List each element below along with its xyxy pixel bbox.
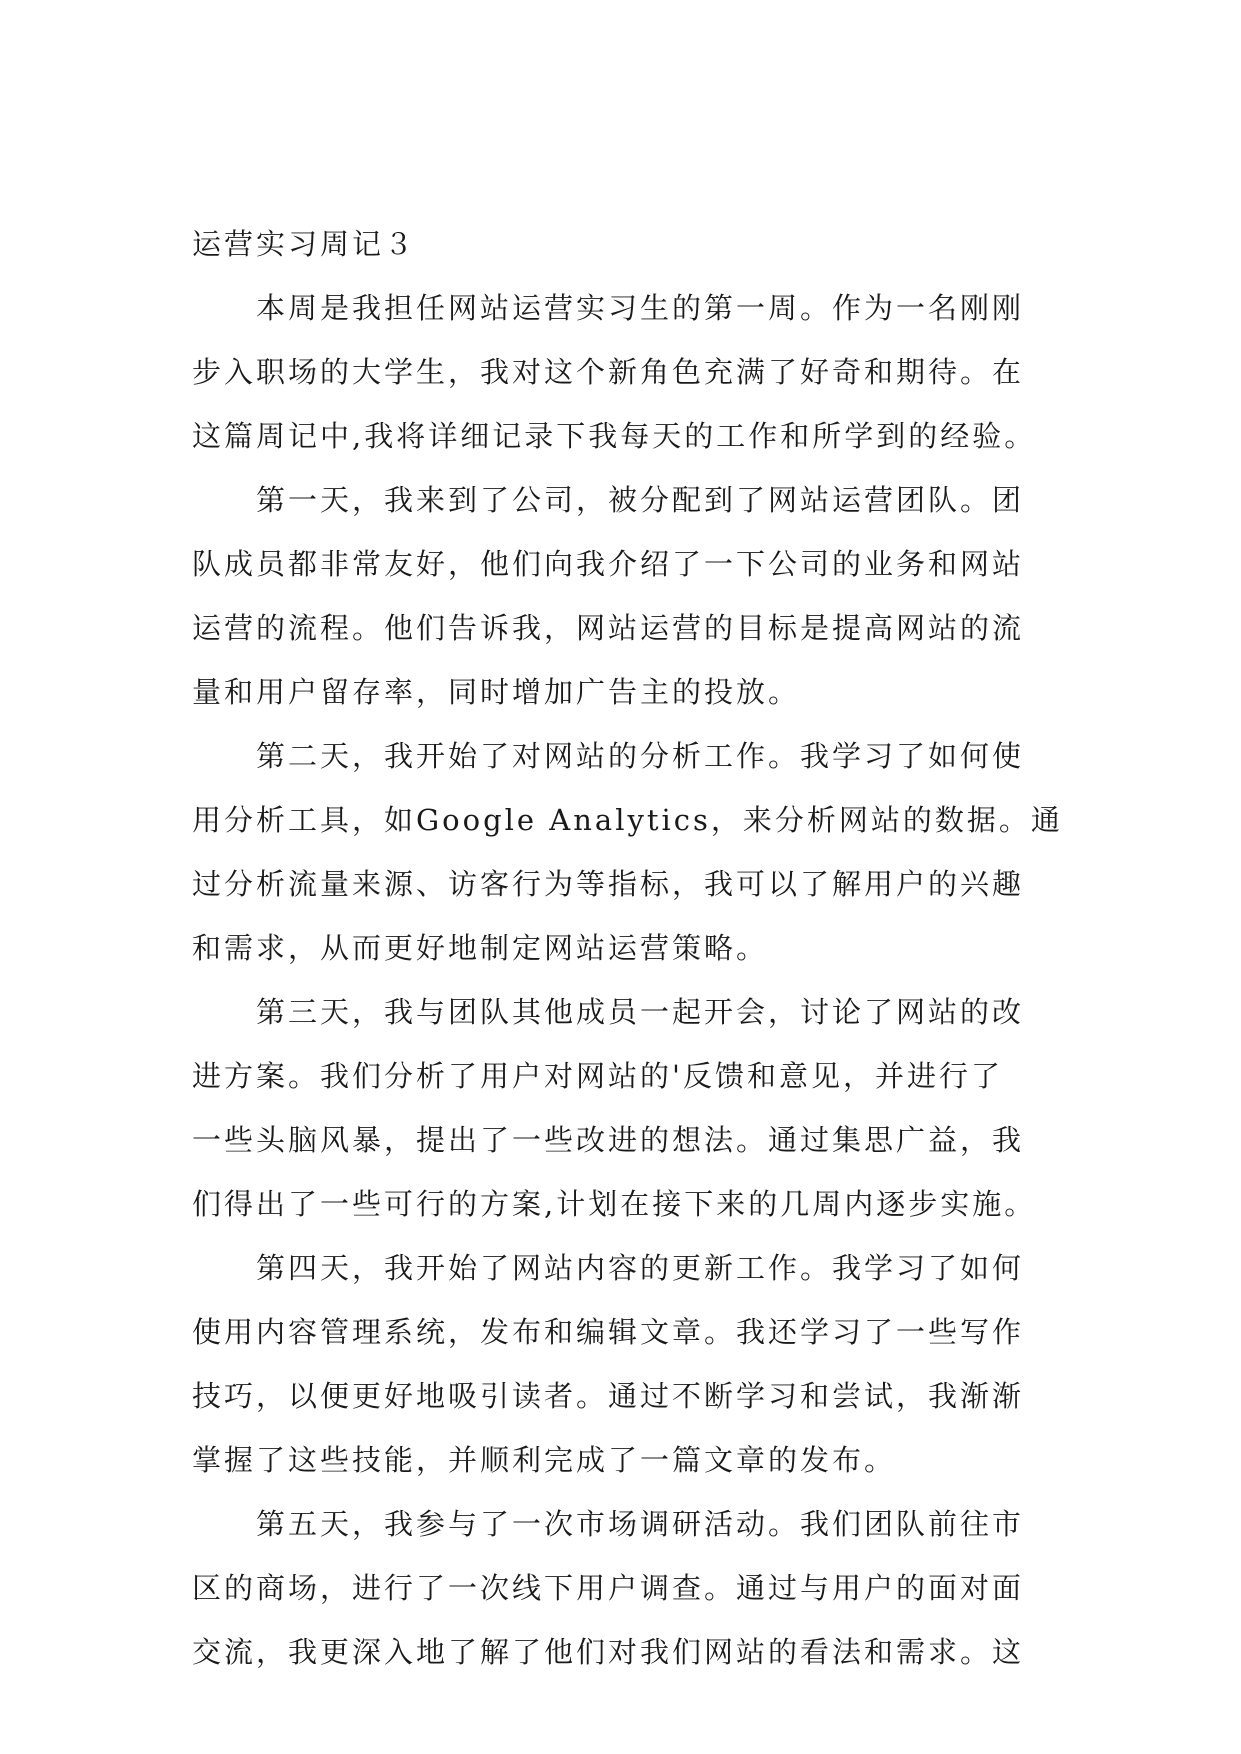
text-line: 们得出了一些可行的方案,计划在接下来的几周内逐步实施。 (192, 1187, 1037, 1221)
text-line: 进方案。我们分析了用户对网站的'反馈和意见，并进行了 (192, 1059, 1003, 1093)
paragraph-day-3 (192, 980, 1052, 1236)
text-line: 和需求，从而更好地制定网站运营策略。 (192, 931, 769, 965)
text-line: 这篇周记中,我将详细记录下我每天的工作和所学到的经验。 (192, 419, 1037, 453)
document-title: 运营实习周记３ (192, 227, 417, 261)
text-line: 一些头脑风暴，提出了一些改进的想法。通过集思广益，我 (192, 1123, 1025, 1157)
paragraph-day-5 (192, 1492, 1052, 1684)
text-line: 第二天，我开始了对网站的分析工作。我学习了如何使 (256, 739, 1025, 773)
text-line: 第一天，我来到了公司，被分配到了网站运营团队。团 (256, 483, 1025, 517)
paragraph-day-1 (192, 468, 1052, 724)
text-line: 步入职场的大学生，我对这个新角色充满了好奇和期待。在 (192, 355, 1025, 389)
text-line: 第五天，我参与了一次市场调研活动。我们团队前往市 (256, 1507, 1025, 1541)
paragraph-day-4 (192, 1236, 1052, 1492)
paragraph-intro (192, 276, 1052, 468)
document-body (192, 212, 1063, 1684)
text-line: 第三天，我与团队其他成员一起开会，讨论了网站的改 (256, 995, 1025, 1029)
text-line: 本周是我担任网站运营实习生的第一周。作为一名刚刚 (256, 291, 1025, 325)
text-line: 技巧，以便更好地吸引读者。通过不断学习和尝试，我渐渐 (192, 1379, 1025, 1413)
text-line: 交流，我更深入地了解了他们对我们网站的看法和需求。这 (192, 1635, 1025, 1669)
text-line: 过分析流量来源、访客行为等指标，我可以了解用户的兴趣 (192, 867, 1025, 901)
paragraph-day-2 (192, 724, 1063, 980)
text-line: 用分析工具，如Google Analytics，来分析网站的数据。通 (192, 803, 1063, 837)
text-line: 运营的流程。他们告诉我，网站运营的目标是提高网站的流 (192, 611, 1025, 645)
text-line: 第四天，我开始了网站内容的更新工作。我学习了如何 (256, 1251, 1025, 1285)
text-line: 量和用户留存率，同时增加广告主的投放。 (192, 675, 801, 709)
text-line: 队成员都非常友好，他们向我介绍了一下公司的业务和网站 (192, 547, 1025, 581)
text-line: 区的商场，进行了一次线下用户调查。通过与用户的面对面 (192, 1571, 1025, 1605)
text-line: 掌握了这些技能，并顺利完成了一篇文章的发布。 (192, 1443, 897, 1477)
text-line: 使用内容管理系统，发布和编辑文章。我还学习了一些写作 (192, 1315, 1025, 1349)
